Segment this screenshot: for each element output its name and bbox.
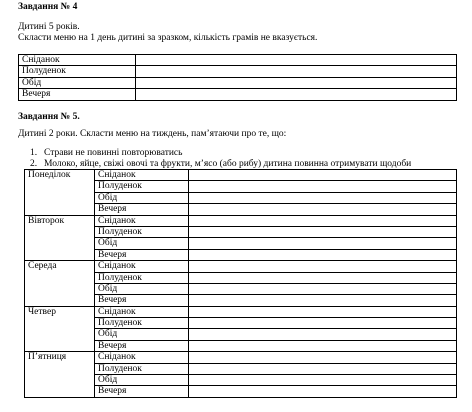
empty-cell[interactable]: [136, 66, 457, 77]
empty-cell[interactable]: [136, 55, 457, 66]
meal-label: Сніданок: [95, 352, 189, 363]
empty-cell[interactable]: [189, 386, 457, 397]
meal-label: Полуденок: [95, 363, 189, 374]
table-row: [25, 352, 457, 363]
table-row: [19, 77, 457, 88]
task4-heading: Завдання № 4: [18, 2, 78, 12]
meal-label: Сніданок: [95, 261, 189, 272]
meal-label: Вечеря: [95, 295, 189, 306]
task4-menu-table: [18, 54, 457, 101]
meal-label: Полуденок: [95, 226, 189, 237]
task5-week-table: [24, 169, 457, 398]
meal-label: Вечеря: [19, 89, 136, 100]
empty-cell[interactable]: [189, 340, 457, 351]
empty-cell[interactable]: [189, 204, 457, 215]
task5-intro: Дитині 2 роки. Скласти меню на тиждень, пам’ятаючи про те, що:: [18, 129, 287, 139]
empty-cell[interactable]: [136, 77, 457, 88]
table-row: [19, 55, 457, 66]
empty-cell[interactable]: [189, 318, 457, 329]
meal-label: Полуденок: [95, 318, 189, 329]
meal-label: Сніданок: [95, 215, 189, 226]
meal-label: Обід: [95, 238, 189, 249]
list-text: Страви не повинні повторюватись: [44, 148, 183, 158]
empty-cell[interactable]: [189, 375, 457, 386]
table-row: [25, 170, 457, 181]
empty-cell[interactable]: [189, 283, 457, 294]
meal-label: Обід: [95, 375, 189, 386]
meal-label: Обід: [95, 192, 189, 203]
empty-cell[interactable]: [189, 249, 457, 260]
meal-label: Полуденок: [95, 181, 189, 192]
table-row: [19, 89, 457, 100]
meal-label: Вечеря: [95, 340, 189, 351]
list-number: 2.: [30, 159, 38, 169]
table-row: [25, 306, 457, 317]
day-label: Четвер: [25, 306, 95, 352]
day-label: Вівторок: [25, 215, 95, 261]
empty-cell[interactable]: [189, 306, 457, 317]
empty-cell[interactable]: [136, 89, 457, 100]
meal-label: Полуденок: [19, 66, 136, 77]
empty-cell[interactable]: [189, 329, 457, 340]
empty-cell[interactable]: [189, 272, 457, 283]
empty-cell[interactable]: [189, 226, 457, 237]
empty-cell[interactable]: [189, 238, 457, 249]
task5-heading: Завдання № 5.: [18, 112, 80, 122]
day-label: П’ятниця: [25, 352, 95, 398]
empty-cell[interactable]: [189, 170, 457, 181]
meal-label: Вечеря: [95, 386, 189, 397]
empty-cell[interactable]: [189, 192, 457, 203]
day-label: Понеділок: [25, 170, 95, 216]
meal-label: Обід: [95, 283, 189, 294]
empty-cell[interactable]: [189, 363, 457, 374]
empty-cell[interactable]: [189, 215, 457, 226]
meal-label: Вечеря: [95, 249, 189, 260]
meal-label: Сніданок: [95, 170, 189, 181]
meal-label: Вечеря: [95, 204, 189, 215]
meal-label: Полуденок: [95, 272, 189, 283]
table-row: [25, 215, 457, 226]
meal-label: Обід: [95, 329, 189, 340]
day-label: Середа: [25, 261, 95, 307]
meal-label: Сніданок: [95, 306, 189, 317]
list-number: 1.: [30, 148, 38, 158]
empty-cell[interactable]: [189, 261, 457, 272]
table-row: [19, 66, 457, 77]
meal-label: Сніданок: [19, 55, 136, 66]
task4-text-2: Скласти меню на 1 день дитині за зразком, кількість грамів не вказується.: [18, 33, 318, 43]
list-text: Молоко, яйце, свіжі овочі та фрукти, м’ясо (або рибу) дитина повинна отримувати щодоби: [44, 159, 412, 169]
list-item: [30, 148, 182, 159]
empty-cell[interactable]: [189, 295, 457, 306]
empty-cell[interactable]: [189, 352, 457, 363]
empty-cell[interactable]: [189, 181, 457, 192]
table-row: [25, 261, 457, 272]
meal-label: Обід: [19, 77, 136, 88]
task4-text-1: Дитині 5 років.: [18, 22, 80, 32]
